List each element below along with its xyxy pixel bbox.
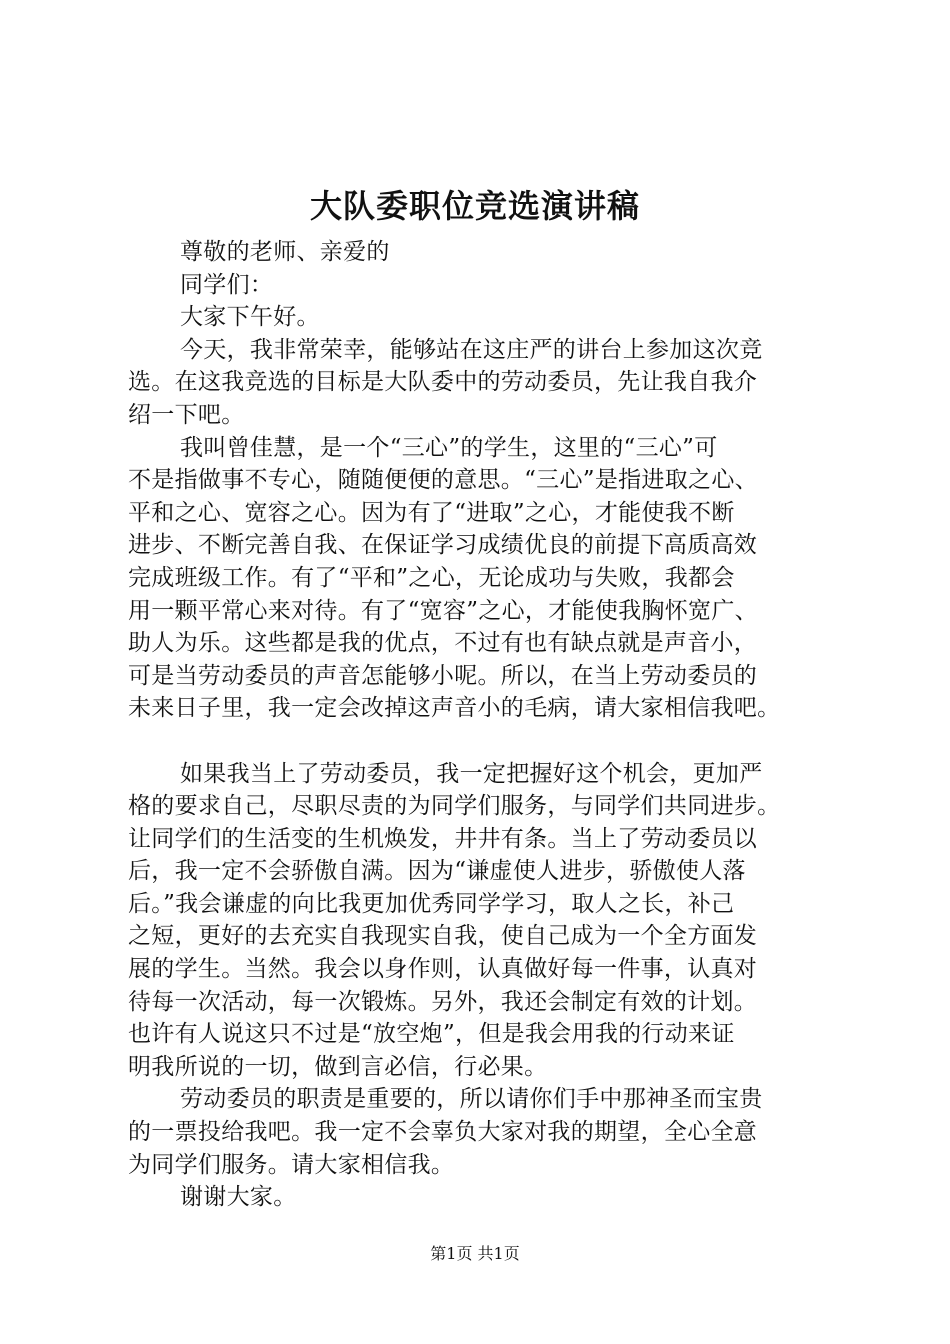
paragraph-line: 进步、不断完善自我、在保证学习成绩优良的前提下高质高效: [128, 532, 758, 559]
salutation-line-2: 同学们：: [180, 271, 274, 298]
paragraph-line: 让同学们的生活变的生机焕发，井井有条。当上了劳动委员以: [128, 825, 758, 852]
paragraph-line: 今天，我非常荣幸，能够站在这庄严的讲台上参加这次竞: [180, 336, 763, 363]
paragraph-line: 格的要求自己，尽职尽责的为同学们服务，与同学们共同进步。: [128, 793, 781, 820]
paragraph-line: 之短，更好的去充实自我现实自我，使自己成为一个全方面发: [128, 923, 758, 950]
paragraph-line: 的一票投给我吧。我一定不会辜负大家对我的期望，全心全意: [128, 1119, 758, 1146]
paragraph-line: 如果我当上了劳动委员，我一定把握好这个机会，更加严: [180, 760, 763, 787]
paragraph-line: 绍一下吧。: [128, 401, 245, 428]
paragraph-line: 也许有人说这只不过是“放空炮”，但是我会用我的行动来证: [128, 1021, 735, 1048]
paragraph-line: 完成班级工作。有了“平和”之心，无论成功与失败，我都会: [128, 564, 735, 591]
salutation-line-1: 尊敬的老师、亲爱的: [180, 239, 390, 265]
paragraph-line: 可是当劳动委员的声音怎能够小呢。所以，在当上劳动委员的: [128, 662, 758, 689]
paragraph-line: 为同学们服务。请大家相信我。: [128, 1151, 455, 1178]
paragraph-line: 未来日子里，我一定会改掉这声音小的毛病，请大家相信我吧。: [128, 695, 781, 722]
paragraph-line: 我叫曾佳慧，是一个“三心”的学生，这里的“三心”可: [180, 434, 718, 461]
paragraph-line: 后，我一定不会骄傲自满。因为“谦虚使人进步，骄傲使人落: [128, 858, 746, 885]
paragraph-line: 待每一次活动，每一次锻炼。另外，我还会制定有效的计划。: [128, 988, 758, 1015]
paragraph-line: 展的学生。当然。我会以身作则，认真做好每一件事，认真对: [128, 956, 758, 983]
page-footer: 第1页 共1页: [430, 1244, 520, 1263]
paragraph-gap: [128, 725, 848, 758]
paragraph-line: 明我所说的一切，做到言必信，行必果。: [128, 1053, 548, 1080]
paragraph-line: 选。在这我竞选的目标是大队委中的劳动委员，先让我自我介: [128, 369, 758, 396]
document-title: 大队委职位竞选演讲稿: [309, 187, 640, 225]
paragraph-line: 平和之心、宽容之心。因为有了“进取”之心，才能使我不断: [128, 499, 735, 526]
closing-line: 谢谢大家。: [180, 1184, 297, 1211]
paragraph-line: 后。”我会谦虚的向比我更加优秀同学学习，取人之长，补己: [128, 890, 735, 917]
paragraph-line: 不是指做事不专心，随随便便的意思。“三心”是指进取之心、: [128, 467, 758, 494]
paragraph-line: 用一颗平常心来对待。有了“宽容”之心，才能使我胸怀宽广、: [128, 597, 758, 624]
paragraph-line: 助人为乐。这些都是我的优点，不过有也有缺点就是声音小，: [128, 630, 758, 657]
document-body: [128, 236, 848, 1214]
paragraph-line: 劳动委员的职责是重要的，所以请你们手中那神圣而宝贵: [180, 1086, 763, 1113]
greeting-line: 大家下午好。: [180, 304, 320, 331]
